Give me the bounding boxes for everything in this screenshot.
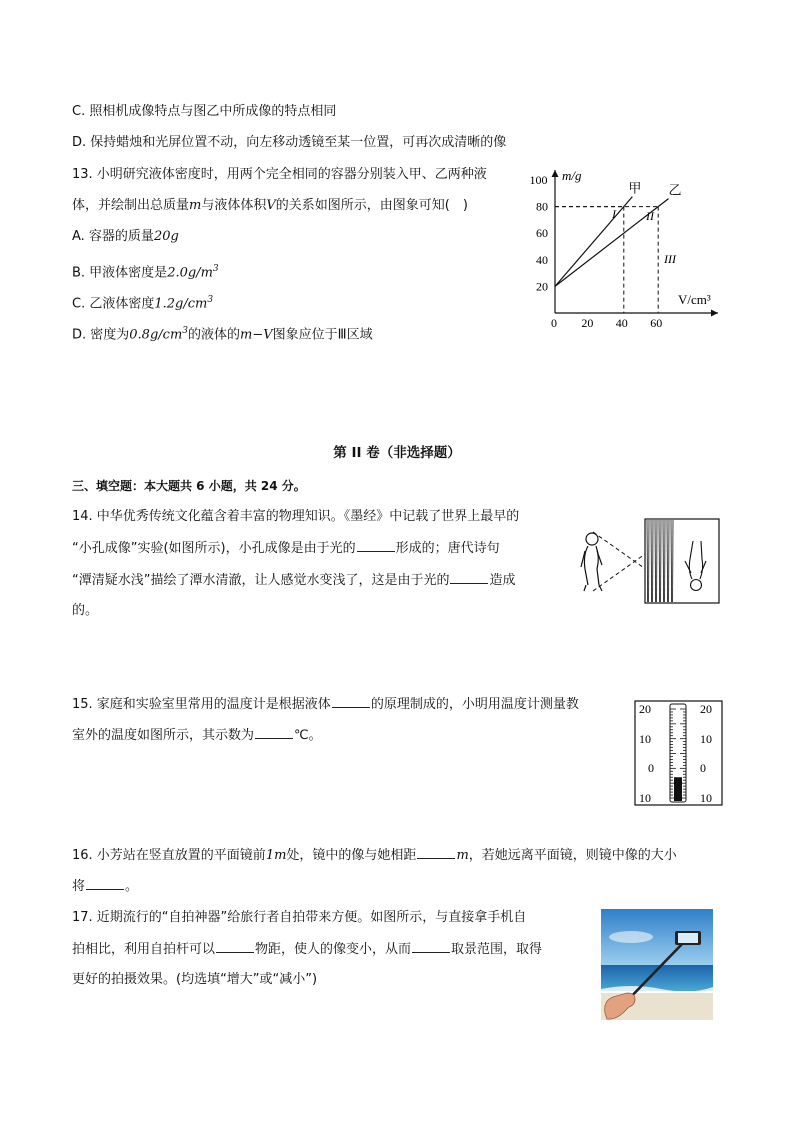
q13-option-b: B. 甲液体密度是$2.0g/m^3$ bbox=[72, 264, 219, 281]
thermo-label-left-20: 20 bbox=[639, 702, 651, 716]
region-label-i: I bbox=[612, 207, 616, 221]
person-figure bbox=[581, 533, 602, 591]
thermo-label-left-neg10: 10 bbox=[639, 791, 651, 805]
thermo-label-left-10: 10 bbox=[639, 732, 651, 746]
thermometer-figure bbox=[634, 700, 724, 808]
q13-option-a: A. 容器的质量20g bbox=[72, 229, 179, 244]
thermo-label-right-0: 0 bbox=[700, 761, 706, 775]
region-label-iii: III bbox=[664, 252, 676, 266]
q13-stem-line2: 体，并绘制出总质量m与液体体积V的关系如图所示，由图象可知( ) bbox=[72, 198, 468, 213]
q14-line4: 的。 bbox=[72, 603, 99, 618]
y-axis-label: m/g bbox=[562, 168, 582, 183]
series-label-2: 乙 bbox=[668, 182, 682, 198]
pinhole-screen bbox=[645, 519, 719, 603]
pinhole-figure bbox=[575, 515, 725, 607]
q13-option-d: D. 密度为$0.8g/cm^3$的液体的m−V图象应位于Ⅲ区域 bbox=[72, 326, 373, 343]
thermo-label-right-neg10: 10 bbox=[700, 791, 712, 805]
q15-line2: 室外的温度如图所示，其示数为 ℃。 bbox=[72, 725, 322, 746]
series-line-1 bbox=[555, 197, 632, 287]
y-tick-label: 60 bbox=[536, 226, 548, 241]
x-axis-label: V/cm³ bbox=[678, 292, 711, 307]
x-tick-label: 60 bbox=[650, 316, 663, 330]
y-tick-label: 80 bbox=[536, 199, 548, 214]
x-tick-label: 40 bbox=[615, 316, 628, 330]
mass-volume-chart bbox=[530, 160, 740, 340]
q17-blank-2[interactable] bbox=[412, 939, 450, 953]
x-tick-label: 20 bbox=[581, 316, 594, 330]
q14-blank-2[interactable] bbox=[450, 570, 488, 584]
q12-option-c: C. 照相机成像特点与图乙中所成像的特点相同 bbox=[72, 104, 337, 119]
thermometer-mercury bbox=[674, 777, 682, 801]
q14-line3: “潭清疑水浅”描绘了潭水清澈，让人感觉水变浅了，这是由于光的 造成 bbox=[72, 570, 516, 591]
q17-line3: 更好的拍摄效果。(均选填“增大”或“减小”) bbox=[72, 972, 318, 987]
part3-header: 三、填空题：本大题共 6 小题，共 24 分。 bbox=[72, 479, 306, 493]
section-title: 第 II 卷（非选择题） bbox=[333, 445, 461, 461]
q17-line1: 17. 近期流行的“自拍神器”给旅行者自拍带来方便。如图所示，与直接拿手机自 bbox=[72, 910, 527, 925]
q15-blank-1[interactable] bbox=[332, 694, 370, 708]
thermo-label-right-10: 10 bbox=[700, 732, 712, 746]
q15-blank-2[interactable] bbox=[255, 725, 293, 739]
q16-blank-2[interactable] bbox=[86, 876, 124, 890]
selfie-stick-photo bbox=[601, 909, 713, 1020]
x-tick-label: 0 bbox=[551, 316, 557, 330]
thermo-label-right-20: 20 bbox=[700, 702, 712, 716]
q13-stem-line1: 13. 小明研究液体密度时，用两个完全相同的容器分别装入甲、乙两种液 bbox=[72, 167, 487, 182]
y-tick-label: 100 bbox=[529, 173, 548, 187]
q16-blank-1[interactable] bbox=[417, 845, 455, 859]
q12-option-d: D. 保持蜡烛和光屏位置不动，向左移动透镜至某一位置，可再次成清晰的像 bbox=[72, 135, 507, 150]
y-tick-label: 40 bbox=[536, 252, 548, 267]
q13-option-c: C. 乙液体密度$1.2g/cm^3$ bbox=[72, 295, 214, 312]
region-label-ii: II bbox=[646, 209, 654, 223]
thermo-label-left-0: 0 bbox=[648, 761, 654, 775]
q17-blank-1[interactable] bbox=[216, 939, 254, 953]
y-tick-label: 20 bbox=[536, 279, 548, 294]
q16-line1: 16. 小芳站在竖直放置的平面镜前1m处，镜中的像与她相距 m，若她远离平面镜，则镜中像的大小 bbox=[72, 845, 677, 866]
q17-line2: 拍相比，利用自拍杆可以 物距，使人的像变小，从而 取景范围，取得 bbox=[72, 939, 542, 960]
q14-blank-1[interactable] bbox=[357, 538, 395, 552]
q16-line2: 将 。 bbox=[72, 876, 138, 897]
q14-line1: 14. 中华优秀传统文化蕴含着丰富的物理知识。《墨经》中记载了世界上最早的 bbox=[72, 509, 520, 524]
series-label-1: 甲 bbox=[628, 180, 642, 196]
q14-line2: “小孔成像”实验(如图所示)，小孔成像是由于光的 形成的；唐代诗句 bbox=[72, 538, 500, 559]
q15-line1: 15. 家庭和实验室里常用的温度计是根据液体 的原理制成的，小明用温度计测量教 bbox=[72, 694, 579, 715]
